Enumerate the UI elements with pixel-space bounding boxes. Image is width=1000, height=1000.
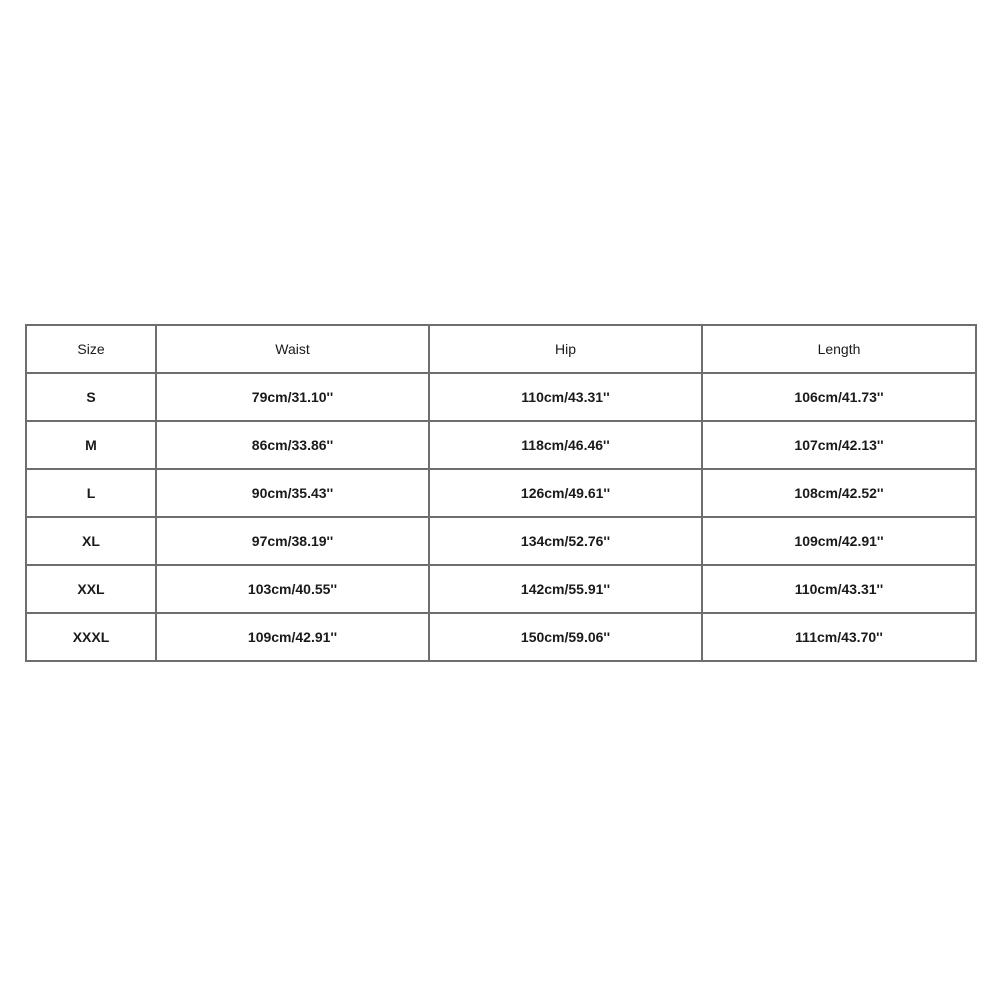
header-row	[26, 325, 976, 373]
cell-size: XXL	[26, 565, 156, 613]
cell-hip: 118cm/46.46''	[429, 421, 702, 469]
header-hip: Hip	[429, 325, 702, 373]
header-length: Length	[702, 325, 976, 373]
cell-length: 109cm/42.91''	[702, 517, 976, 565]
cell-size: S	[26, 373, 156, 421]
cell-hip: 134cm/52.76''	[429, 517, 702, 565]
table-row	[26, 421, 976, 469]
table-row	[26, 517, 976, 565]
table-row	[26, 373, 976, 421]
size-chart-table	[25, 324, 977, 662]
cell-hip: 150cm/59.06''	[429, 613, 702, 661]
cell-length: 110cm/43.31''	[702, 565, 976, 613]
cell-length: 108cm/42.52''	[702, 469, 976, 517]
cell-waist: 97cm/38.19''	[156, 517, 429, 565]
cell-waist: 86cm/33.86''	[156, 421, 429, 469]
cell-waist: 109cm/42.91''	[156, 613, 429, 661]
cell-length: 106cm/41.73''	[702, 373, 976, 421]
cell-hip: 126cm/49.61''	[429, 469, 702, 517]
cell-length: 111cm/43.70''	[702, 613, 976, 661]
header-waist: Waist	[156, 325, 429, 373]
cell-waist: 90cm/35.43''	[156, 469, 429, 517]
cell-hip: 110cm/43.31''	[429, 373, 702, 421]
cell-hip: 142cm/55.91''	[429, 565, 702, 613]
table-row	[26, 565, 976, 613]
table-row	[26, 613, 976, 661]
cell-length: 107cm/42.13''	[702, 421, 976, 469]
table-row	[26, 469, 976, 517]
cell-waist: 103cm/40.55''	[156, 565, 429, 613]
cell-size: M	[26, 421, 156, 469]
cell-size: XL	[26, 517, 156, 565]
cell-size: L	[26, 469, 156, 517]
cell-waist: 79cm/31.10''	[156, 373, 429, 421]
header-size: Size	[26, 325, 156, 373]
cell-size: XXXL	[26, 613, 156, 661]
